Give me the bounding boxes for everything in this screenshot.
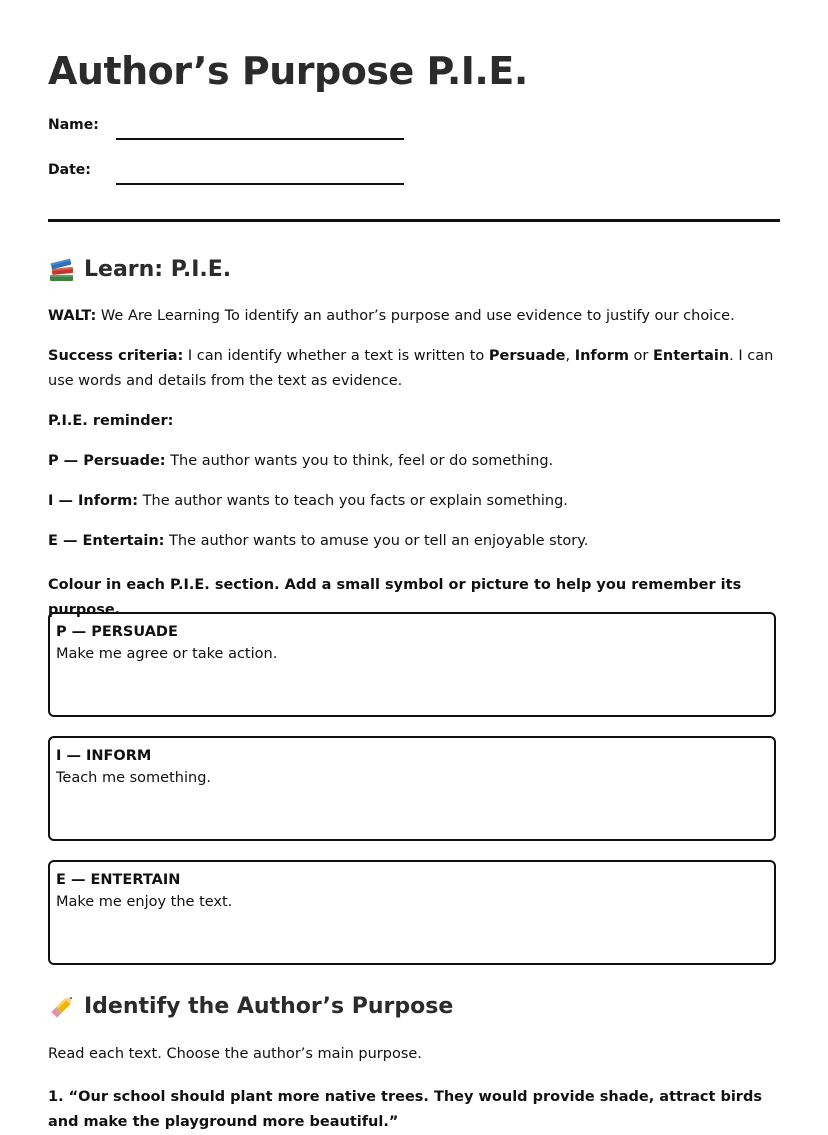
persuade-text: The author wants you to think, feel or do something. [165,453,554,469]
entertain-box[interactable] [48,860,776,965]
pie-reminder-label [48,409,783,434]
success-inform: Inform [574,348,629,364]
persuade-box-desc: Make me agree or take action. [56,646,278,662]
pie-reminder-label-text: P.I.E. reminder: [48,413,174,429]
inform-text: The author wants to teach you facts or explain something. [138,493,568,509]
inform-box[interactable] [48,736,776,841]
page-title: Author’s Purpose P.I.E. [48,49,528,93]
inform-label: I — Inform: [48,493,139,509]
success-comma: , [565,348,575,364]
success-criteria-paragraph [48,344,783,394]
entertain-box-title: E — ENTERTAIN [56,872,181,888]
walt-text: We Are Learning To identify an author’s purpose and use evidence to justify our choice. [96,308,735,324]
success-persuade: Persuade [488,348,566,364]
inform-box-title: I — INFORM [56,748,152,764]
walt-label: WALT: [48,308,97,324]
persuade-box-title: P — PERSUADE [56,624,178,640]
success-or: or [628,348,654,364]
persuade-reminder [48,449,783,474]
identify-heading [48,992,453,1022]
question-1 [48,1085,783,1135]
entertain-reminder [48,529,783,554]
persuade-box[interactable] [48,612,776,717]
inform-reminder [48,489,783,514]
pencil-icon [48,994,76,1020]
colour-instruction-text: Colour in each P.I.E. section. Add a small symbol or picture to help you remember its purpose. [48,577,742,618]
name-label: Name: [48,117,99,133]
entertain-box-desc: Make me enjoy the text. [56,894,233,910]
books-icon [48,257,76,283]
learn-heading-text: Learn: P.I.E. [84,257,232,282]
success-text-pre: I can identify whether a text is written to [183,348,489,364]
inform-box-desc: Teach me something. [56,770,212,786]
success-text-post: . I can use words and details from the text as evidence. [48,348,774,389]
learn-heading [48,255,231,285]
success-label: Success criteria: [48,348,184,364]
persuade-label: P — Persuade: [48,453,166,469]
divider [48,219,780,222]
identify-heading-text: Identify the Author’s Purpose [84,994,454,1019]
question-1-text: 1. “Our school should plant more native trees. They would provide shade, attract birds and make the playground more beautiful.” [48,1089,762,1130]
name-line[interactable] [116,138,404,140]
entertain-label: E — Entertain: [48,533,165,549]
date-line[interactable] [116,183,404,185]
success-entertain: Entertain [653,348,730,364]
identify-intro: Read each text. Choose the author’s main purpose. [48,1046,422,1062]
entertain-text: The author wants to amuse you or tell an enjoyable story. [164,533,589,549]
walt-paragraph [48,304,783,329]
date-label: Date: [48,162,91,178]
